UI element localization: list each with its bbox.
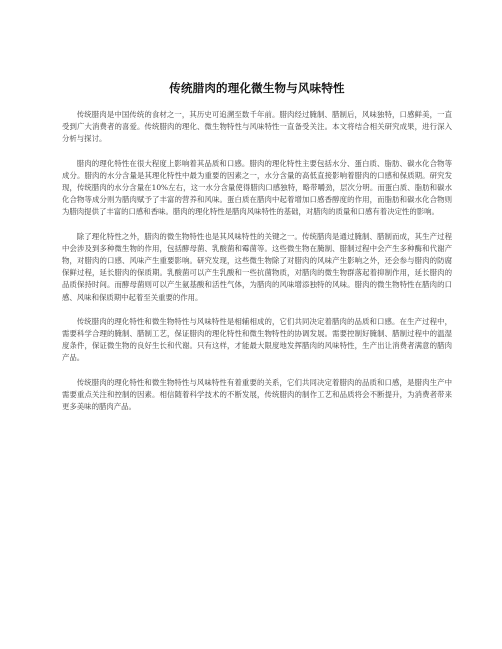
paragraph-microbial: 除了理化特性之外，腊肉的微生物特性也是其风味特性的关键之一。传统腊肉是通过腌制、腊制而成，其生产过程中会涉及到多种微生物的作用，包括酵母菌、乳酸菌和霉菌等。这些微生物在腌制、腊制过程中会产生多种酶和代谢产物，对腊肉的口感、风味产生重要影响。研究发现，这些微生物除了对腊肉的风味产生影响之外，还会参与腊肉的防腐保鲜过程，延长腊肉的保质期。乳酸菌可以产生乳酸和一些抗菌物质，对腊肉的微生物群落起着抑制作用，延长腊肉的品质保持时间。而酵母菌则可以产生氨基酸和活性气体，为腊肉的风味增添独特的风味。腊肉的微生物特性在腊肉的口感、风味和保质期中起着至关重要的作用。	[62, 231, 452, 302]
document-title: 传统腊肉的理化微生物与风味特性	[169, 81, 345, 95]
paragraph-synergy: 传统腊肉的理化特性和微生物特性与风味特性是相辅相成的，它们共同决定着腊肉的品质和口感。在生产过程中，需要科学合理的腌制、腊制工艺，保证腊肉的理化特性和微生物特性的协调发展。需要控制好腌制、腊制过程中的温湿度条件，保证微生物的良好生长和代谢。只有这样，才能最大限度地发挥腊肉的风味特性，生产出让消费者满意的腊肉产品。	[62, 316, 452, 363]
paragraph-physicochemical: 腊肉的理化特性在很大程度上影响着其品质和口感。腊肉的理化特性主要包括水分、蛋白质、脂肪、碳水化合物等成分。腊肉的水分含量是其理化特性中最为重要的因素之一，水分含量的高低直接影响着腊肉的口感和保质期。研究发现，传统腊肉的水分含量在10%左右，这一水分含量使得腊肉口感独特，略带嚼劲，层次分明。而蛋白质、脂肪和碳水化合物等成分则为腊肉赋予了丰富的营养和风味。蛋白质在腊肉中起着增加口感香醇度的作用，而脂肪和碳水化合物则为腊肉提供了丰富的口感和香味。腊肉的理化特性是腊肉风味特性的基础，对腊肉的质量和口感有着决定性的影响。	[62, 158, 452, 217]
paragraph-intro: 传统腊肉是中国传统的食材之一，其历史可追溯至数千年前。腊肉经过腌制、腊制后，风味独特，口感鲜美，一直受到广大消费者的喜爱。传统腊肉的理化、微生物特性与风味特性一直备受关注。本文将结合相关研究成果，进行深入分析与探讨。	[62, 110, 452, 144]
paragraph-conclusion: 传统腊肉的理化特性和微生物特性与风味特性有着重要的关系，它们共同决定着腊肉的品质和口感，是腊肉生产中需要重点关注和控制的因素。相信随着科学技术的不断发展，传统腊肉的制作工艺和品质将会不断提升，为消费者带来更多美味的腊肉产品。	[62, 377, 452, 412]
